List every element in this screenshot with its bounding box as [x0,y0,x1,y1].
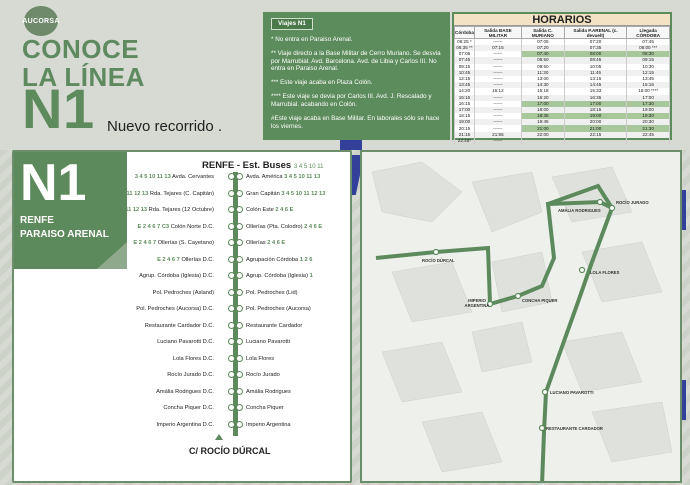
stop-name: Luciano Pavarotti D.C. [157,339,214,345]
schedule-cell: 19:30 [627,113,670,119]
stop-lines: 5 6 8 10 11 12 13 [103,207,148,213]
stop-lines: E 2 4 6 7 [157,256,180,263]
schedule-cell: 08:30 [627,51,670,57]
schedule-cell: 18:15 [564,107,627,113]
stop-dot [236,388,243,395]
schedule-table [454,26,670,144]
stop-lines: 2 4 6 E [267,240,286,246]
schedule-cell: 17:30 [627,101,670,107]
stop-dot [228,371,235,378]
stop-dot [228,206,235,213]
trip-note: #Este viaje acaba en Base Militar. En laborales sólo se hace los viernes. [271,114,440,130]
stop-lines: 2 3 6 8 11 12 13 [107,190,149,197]
stop-return [246,174,320,180]
schedule-cell: 19:45 [521,119,564,125]
stop-dot [236,404,243,411]
schedule-cell: ------ [474,76,521,82]
schedule-cell: 21:00 [521,125,564,131]
stop-return [246,240,285,246]
stop-dot [228,404,235,411]
stop-name: Rda. Tejares (C. Capitán) [149,190,214,197]
title-line-1: CONOCE [22,34,140,64]
stop-name: Lola Flores D.C. [172,355,214,362]
stop-dot [236,355,243,362]
trip-note: ** Viaje directo a la Base Militar de Cerro Muriano. Se desvia por Marrubial. Avd. Barcelona. Avd. de Libia y Carlos III. No entra en Paraiso Arenal. [271,49,441,73]
stop-dot [228,388,235,395]
stop-outbound [103,207,214,213]
schedule-cell: 22:45* [455,138,475,144]
stop-name: Pol. Pedroches (Asland) [152,289,214,296]
schedule-cell: 21:15 [455,132,475,138]
schedule-cell: 14:45 [564,82,627,88]
stop-name: Rocío Jurado D.C. [167,372,214,378]
schedule-cell: 13:00 [521,76,564,82]
schedule-cell: ------ [474,51,521,57]
schedule-cell: 08:50 [521,57,564,63]
schedule-cell: 07:45 [627,39,670,46]
stop-name: Agrup. Córdoba (Iglesia) D.C. [139,273,214,279]
schedule-column-header: Córdoba [455,27,475,39]
route-map [360,150,682,483]
stop-lines: 1 2 6 [299,256,313,263]
title-line-3: N1 [22,77,95,140]
schedule-cell: ------ [474,119,521,125]
schedule-cell: 07:35 [564,45,627,51]
stop-name: Avda. Cervantes [172,174,214,180]
schedule-cell: 16:00 **** [627,88,670,94]
stop-name: Ollerías (Pta. Colodro) [246,223,303,230]
stop-name: Ollerías (S. Cayetano) [157,240,214,246]
stop-name: Rocío Jurado [246,372,280,378]
stop-name: Concha Piquer D.C. [163,405,214,411]
schedule-cell [521,138,564,144]
map-label: IMPERIO ARGENTINA [464,298,490,308]
stop-return [246,207,293,213]
schedule-cell: ------ [474,64,521,70]
stop-name: Amália Rodrigues [246,388,291,395]
schedule-cell: 13:45 [627,76,670,82]
stop-name: Agrupación Córdoba [246,256,299,263]
stop-outbound [108,191,214,197]
stop-dot [228,223,235,230]
stop-name: Ollerías D.C. [181,256,214,263]
schedule-cell: 15:15 [455,95,475,101]
schedule-cell: 21:30 [627,125,670,131]
schedule-cell: 19:00 [627,107,670,113]
schedule-cell: ------ [474,125,521,131]
map-label: LOLA FLORES [590,270,620,275]
stop-return [246,372,280,378]
stop-name: Restaurante Cardador [246,322,303,329]
stop-dot [228,421,235,428]
schedule-cell: ------ [474,101,521,107]
title-line-2: LA LÍNEA [22,62,145,92]
stop-lines: 2 4 6 E [275,207,294,213]
stop-lines: 2 4 6 E [304,223,323,230]
stop-return [246,389,291,395]
stop-return [246,405,284,411]
stop-name: Pol. Pedroches (Aucorsa) [246,306,311,312]
schedule-cell: 18:35 [521,113,564,119]
start-stop-lines: 3 4 5 10 11 [293,164,324,170]
stop-return [246,257,312,263]
schedule-cell: 17:00 [627,95,670,101]
stop-name: Colón Norte D.C. [170,223,214,230]
stop-dot [236,190,243,197]
stop-dot [228,322,235,329]
schedule-cell: 12:15 [627,70,670,76]
stop-dot [236,223,243,230]
stop-name: Restaurante Cardador D.C. [144,322,214,329]
start-stop-name: RENFE - Est. Buses [202,160,292,171]
stop-dot [228,355,235,362]
decor-blue-bar [340,140,362,150]
stop-return [246,306,311,312]
schedule-cell: 07:05 [521,39,564,46]
schedule-cell [627,138,670,144]
schedule-cell: 08:00 *** [627,45,670,51]
schedule-cell: 20:00 [564,119,627,125]
stop-outbound [145,323,214,329]
schedule-cell: 18:15 [455,113,475,119]
stop-outbound [157,257,214,263]
schedule-cell: 13:45 [455,82,475,88]
stop-lines: 3 4 5 10 11 13 [284,174,321,180]
schedule-cell: 07:20 [521,45,564,51]
schedule-cell: ------ [474,95,521,101]
stop-dot [228,338,235,345]
stop-name: Luciano Pavarotti [246,339,290,345]
schedule-cell: 06:35 ** [456,45,473,51]
schedule-cell: 07:40 [521,51,564,57]
stop-outbound [133,240,214,246]
schedule-cell: 08:45 [564,57,627,63]
stop-name: Concha Piquer [246,405,284,411]
stop-name: Pol. Pedroches (Lid) [246,289,298,296]
trip-note: *** Este viaje acaba en Plaza Colón. [271,79,373,87]
schedule-cell: ------ [474,70,521,76]
schedule-cell: 12:15 [455,76,475,82]
schedule-cell: 06:25 * [455,39,475,46]
stop-return [246,224,322,230]
schedule-cell: 09:50 [521,64,564,70]
schedule-cell: 19:00 [564,113,627,119]
schedule-cell: 17:00 [521,101,564,107]
stop-dot [228,239,235,246]
stop-return [246,323,302,329]
stop-lines: E 2 4 6 7 C3 [137,223,170,230]
schedule-cell: 15:12 [474,88,521,94]
stop-name: Pol. Pedroches (Aucorsa) D.C. [136,306,214,312]
stop-dot [236,239,243,246]
schedule-panel [452,12,672,143]
stop-outbound [167,372,214,378]
stop-name: Colón Este [246,207,274,213]
schedule-cell: 07:05 [455,51,475,57]
schedule-column-header: Salida BASE MILITAR [474,27,521,39]
stop-outbound [137,224,214,230]
map-stops [434,200,615,431]
schedule-cell: 22:00 [521,132,564,138]
map-label: LUCIANO PAVAROTTI [550,390,594,395]
schedule-row [455,138,670,144]
map-label: ROCÍO DÚRCAL [422,258,455,263]
stop-name: Rda. Tejares (12 Octubre) [148,207,214,213]
schedule-column-header: Salida P.ARENAL (c. devuelt) [564,27,627,39]
schedule-column-header: Salida C. MURIANO [521,27,564,39]
stop-outbound [135,174,214,180]
schedule-cell: 09:15 [627,57,670,63]
schedule-cell: 19:00 [455,119,475,125]
brand-logo: AUCORSA [24,6,58,36]
schedule-cell: ------ [474,39,521,46]
stop-return [246,422,291,428]
schedule-cell: 17:00 [455,107,475,113]
stop-name: Ollerías [246,240,266,246]
stop-dot [236,421,243,428]
stop-outbound [156,422,214,428]
schedule-cell: 11:30 [521,70,564,76]
stop-dot [228,272,235,279]
stop-dot [236,206,243,213]
schedule-cell: 10:45 [455,70,475,76]
stop-return [246,356,274,362]
stop-dot [228,305,235,312]
stop-name: Imperio Argentina [246,421,291,428]
schedule-cell: 15:15 [627,82,670,88]
schedule-cell: 22:15 [564,132,627,138]
schedule-cell: ------ [474,113,521,119]
schedule-cell: 07:15 [474,45,521,51]
trip-note: * No entra en Paraiso Arenal. [271,35,353,43]
schedule-title: HORARIOS [454,14,670,26]
trip-note: **** Este viaje se devia por Carlos III. Avd. J. Rescalado y Marrubial. acabando en Colón. [271,93,432,109]
map-blocks [372,162,672,472]
route-endpoints [20,214,109,242]
stop-dot [236,305,243,312]
schedule-cell: ------ [474,107,521,113]
route-destination: PARAISO ARENAL [20,229,109,240]
badge-corner [97,242,127,269]
schedule-cell: 16:20 [521,95,564,101]
stop-lines: E 2 4 6 7 [133,240,157,246]
stop-outbound [156,389,214,395]
schedule-cell: 15:33 [564,88,627,94]
stop-dot [236,173,243,180]
stop-name: Amália Rodrigues D.C. [156,388,214,395]
schedule-cell: 17:00 [564,101,627,107]
schedule-cell: 10:05 [564,64,627,70]
schedule-cell: 07:45 [455,57,475,63]
schedule-cell: 09:15 [455,64,475,70]
schedule-cell: 16:35 [564,95,627,101]
stop-dot [236,338,243,345]
stop-dot [236,289,243,296]
schedule-cell: 18:00 [521,107,564,113]
map-label: AMÁLIA RODRIGUES [558,208,601,213]
schedule-cell: 22:45 [627,132,670,138]
stop-outbound [173,356,214,362]
schedule-cell: 21:55 [474,132,521,138]
end-stop: C/ ROCÍO DÚRCAL [189,446,271,456]
stop-dot [228,256,235,263]
map-label: CONCHA PIQUER [522,298,558,303]
schedule-cell: 13:15 [564,76,627,82]
stop-outbound [157,339,214,345]
schedule-cell: 20:30 [627,119,670,125]
stop-name: Avda. América [246,174,283,180]
stop-lines: 3 4 5 10 11 13 [134,174,171,180]
map-label: ROCÍO JURADO [616,200,649,205]
subtitle: Nuevo recorrido . [107,118,223,135]
stop-dot [228,190,235,197]
schedule-cell: 11:45 [564,70,627,76]
line-number: N1 [20,154,87,212]
route-origin: RENFE [20,215,54,226]
stop-dot [236,272,243,279]
trip-notes-heading: Viajes N1 [271,18,313,30]
stop-dot [228,173,235,180]
start-stop [202,160,323,171]
stop-return [246,290,298,296]
stop-outbound [163,405,214,411]
schedule-cell: 20:15 [455,125,475,131]
schedule-cell [564,138,627,144]
direction-arrow [215,434,223,440]
stop-dot [236,256,243,263]
schedule-cell: 07:20 [564,39,627,46]
schedule-cell: 14:20 [455,88,475,94]
stop-return [246,339,290,345]
stop-lines: 3 4 5 10 11 12 13 [281,190,326,197]
schedule-cell: 10:30 [627,64,670,70]
map-label: RESTAURANTE CARDADOR [546,426,603,431]
schedule-cell: ------ [474,57,521,63]
stop-dot [236,322,243,329]
schedule-cell: 15:18 [521,88,564,94]
stop-return [246,191,325,197]
schedule-cell: 16:15 [455,101,475,107]
stop-dot [236,371,243,378]
stop-return [246,273,313,279]
stop-outbound [153,290,214,296]
schedule-cell: 21:00 [564,125,627,131]
schedule-cell: ------ [474,138,521,144]
stop-name: Lola Flores [246,355,275,362]
stop-outbound [139,273,214,279]
stop-dot [228,289,235,296]
stop-lines: 1 [309,273,313,279]
stop-name: Gran Capitán [246,190,280,197]
stop-outbound [136,306,214,312]
schedule-cell: 08:00 [564,51,627,57]
schedule-cell: ------ [474,82,521,88]
trip-notes-panel [263,12,450,140]
stop-name: Imperio Argentina D.C. [156,421,214,428]
route-panel [12,150,352,483]
schedule-column-header: Llegada CÓRDOBA [627,27,670,39]
schedule-cell: 14:30 [521,82,564,88]
stop-name: Agrup. Córdoba (Iglesia) [246,273,308,279]
